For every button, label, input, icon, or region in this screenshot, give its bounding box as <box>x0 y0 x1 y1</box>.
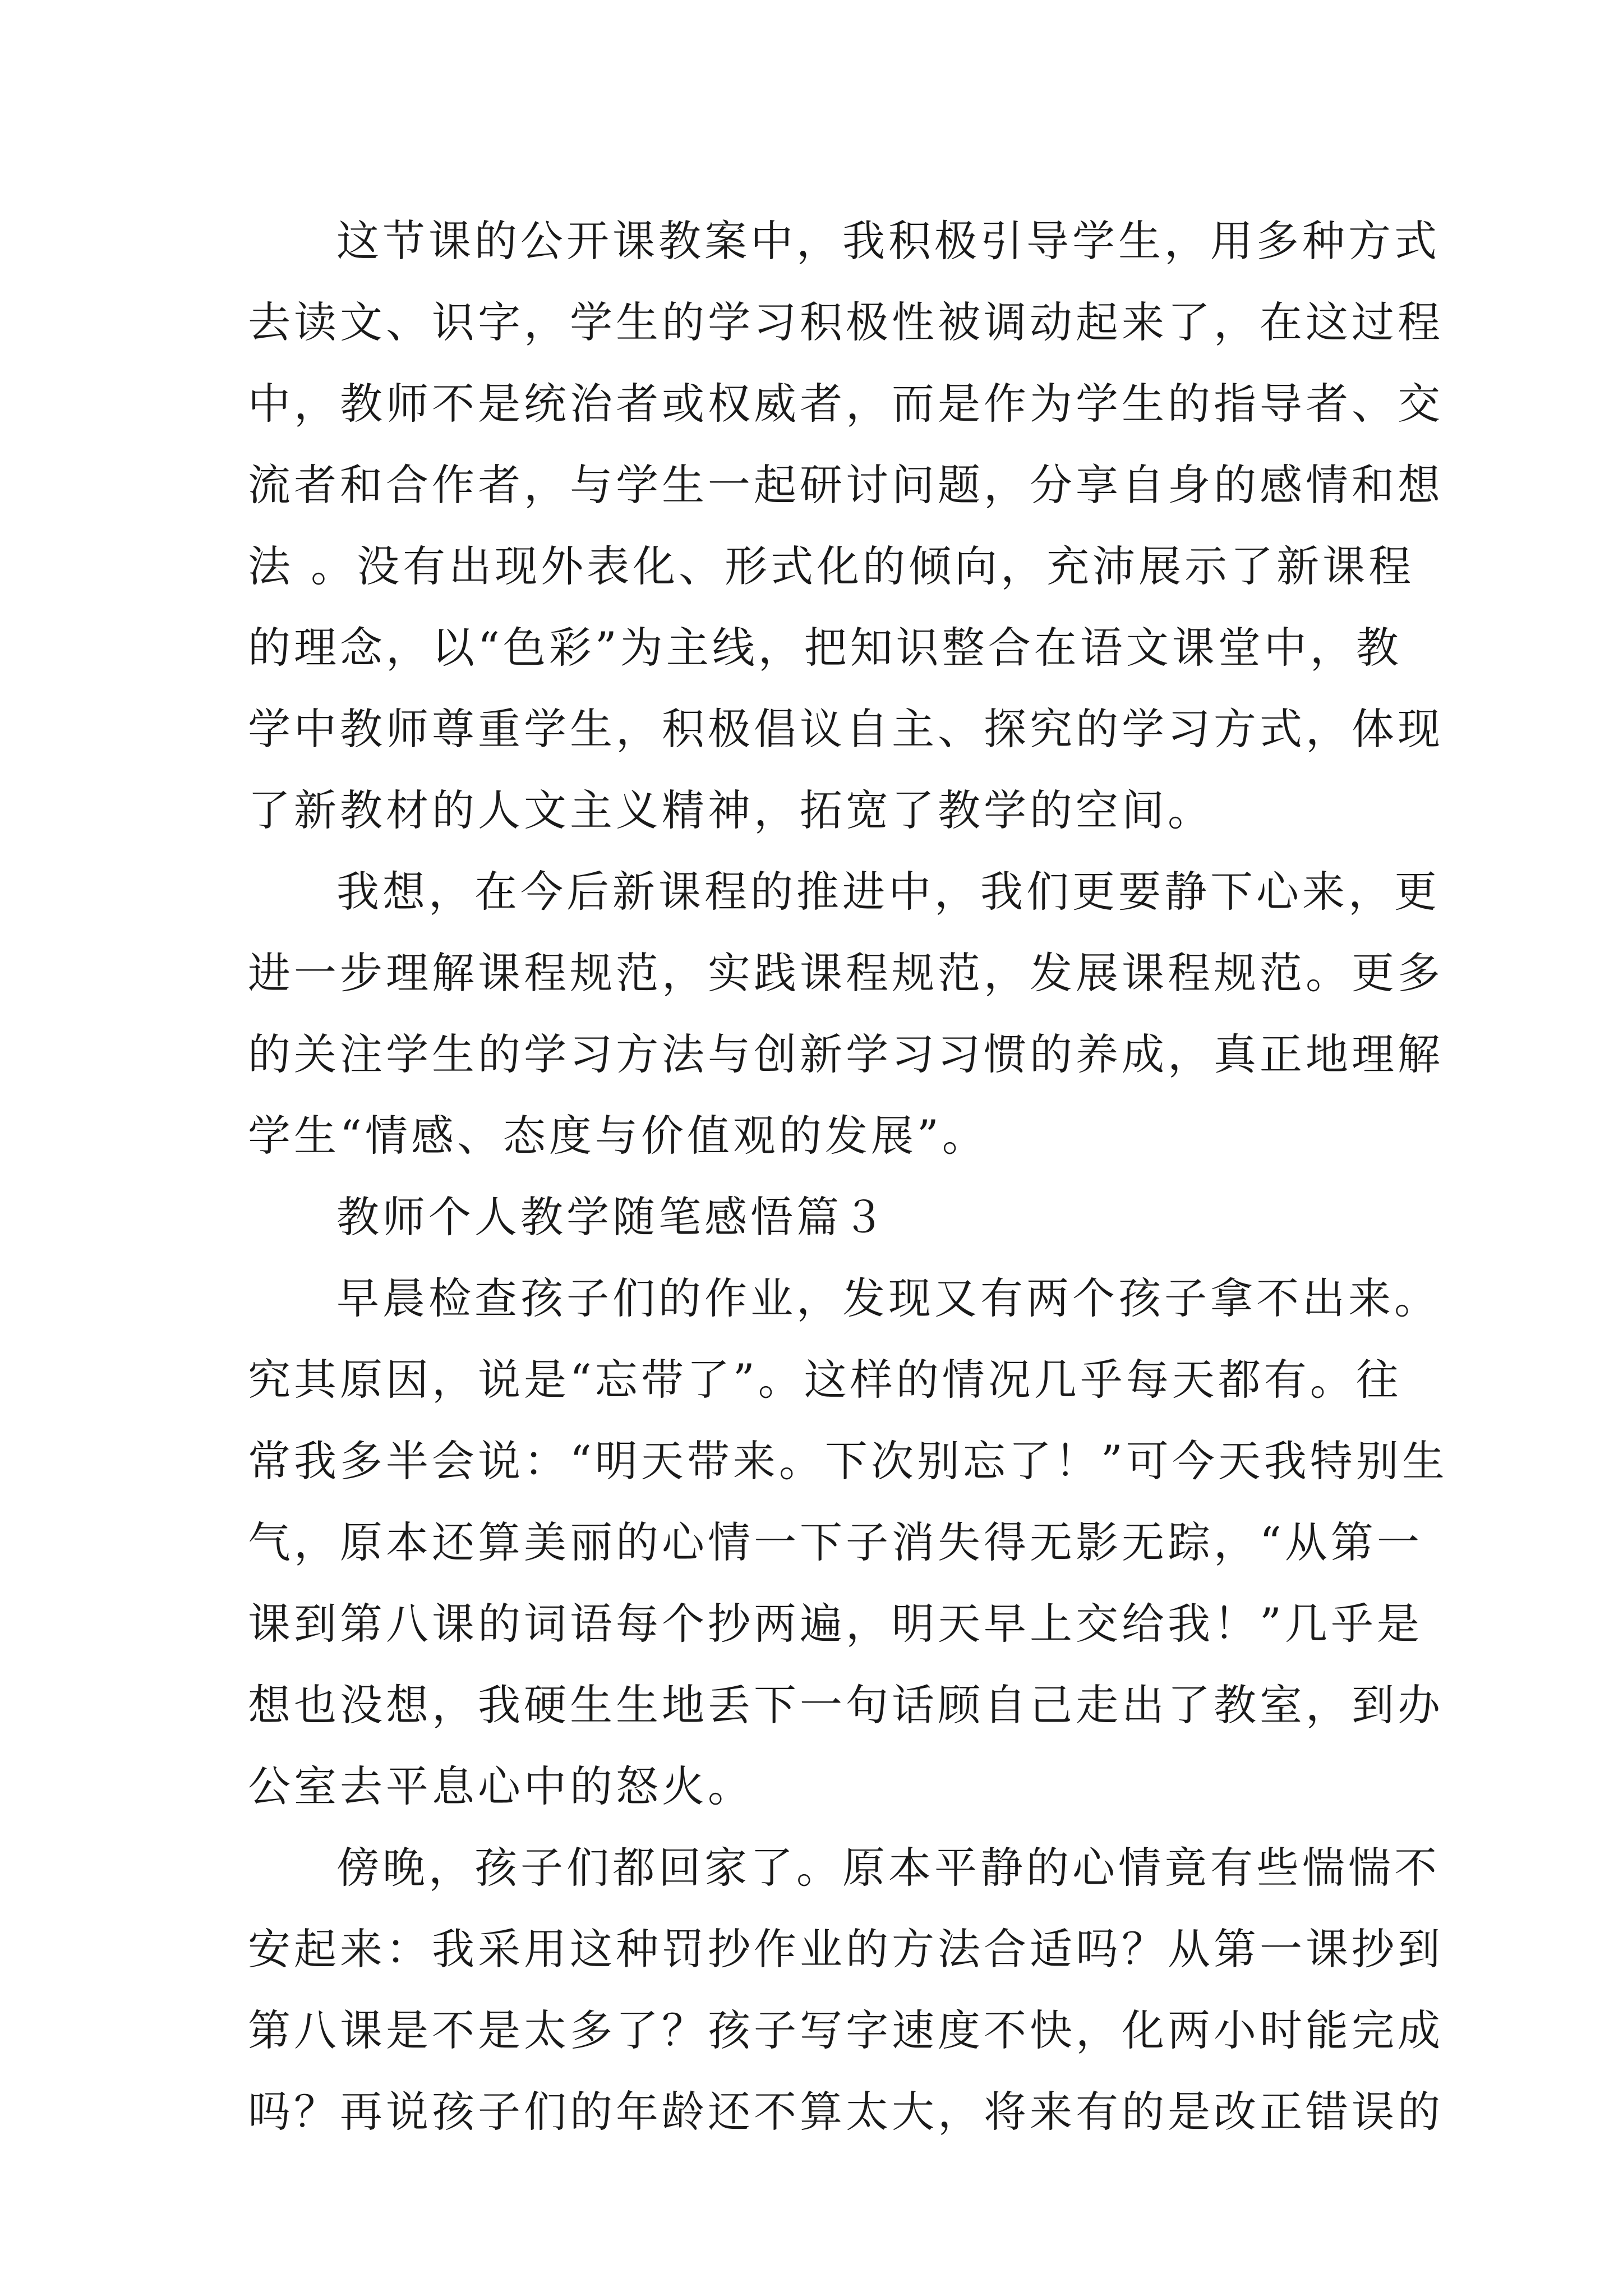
paragraph-line: 傍晚，孩子们都回家了。原本平静的心情竟有些惴惴不 <box>336 1843 1440 1893</box>
paragraph-line: 法 。没有出现外表化、形式化的倾向，充沛展示了新课程 <box>248 541 1415 591</box>
paragraph-line: 学中教师尊重学生，积极倡议自主、探究的学习方式，体现 <box>248 704 1444 754</box>
paragraph-line: 安起来：我采用这种罚抄作业的方法合适吗？从第一课抄到 <box>248 1924 1444 1974</box>
paragraph-line: 气，原本还算美丽的心情一下子消失得无影无踪，“从第一 <box>248 1517 1423 1567</box>
paragraph-line: 了新教材的人文主义精神，拓宽了教学的空间。 <box>248 785 1214 835</box>
paragraph-line: 这节课的公开课教案中，我积极引导学生，用多种方式 <box>336 216 1440 266</box>
paragraph-line: 公室去平息心中的怒火。 <box>248 1761 754 1811</box>
paragraph-line: 的关注学生的学习方法与创新学习习惯的养成，真正地理解 <box>248 1029 1444 1079</box>
paragraph-line: 中，教师不是统治者或权威者，而是作为学生的指导者、交 <box>248 379 1444 429</box>
paragraph-line: 进一步理解课程规范，实践课程规范，发展课程规范。更多 <box>248 948 1444 998</box>
paragraph-line: 常我多半会说：“明天带来。下次别忘了！”可今天我特别生 <box>248 1436 1448 1486</box>
section-heading: 教师个人教学随笔感悟篇３ <box>336 1192 888 1242</box>
paragraph-line: 课到第八课的词语每个抄两遍，明天早上交给我！”几乎是 <box>248 1599 1423 1649</box>
paragraph-line: 究其原因，说是“忘带了”。这样的情况几乎每天都有。往 <box>248 1355 1402 1405</box>
paragraph-line: 我想，在今后新课程的推进中，我们更要静下心来，更 <box>336 867 1440 917</box>
paragraph-line: 第八课是不是太多了？孩子写字速度不快，化两小时能完成 <box>248 2005 1444 2055</box>
paragraph-line: 早晨检查孩子们的作业，发现又有两个孩子拿不出来。 <box>336 1273 1440 1323</box>
paragraph-line: 去读文、识字，学生的学习积极性被调动起来了，在这过程 <box>248 297 1444 347</box>
paragraph-line: 想也没想，我硬生生地丢下一句话顾自己走出了教室，到办 <box>248 1680 1444 1730</box>
paragraph-line: 流者和合作者，与学生一起研讨问题，分享自身的感情和想 <box>248 460 1444 510</box>
paragraph-line: 吗？再说孩子们的年龄还不算太大，将来有的是改正错误的 <box>248 2087 1444 2137</box>
paragraph-line: 的理念，以“色彩”为主线，把知识整合在语文课堂中，教 <box>248 623 1402 673</box>
paragraph-line: 学生“情感、态度与价值观的发展”。 <box>248 1111 988 1161</box>
